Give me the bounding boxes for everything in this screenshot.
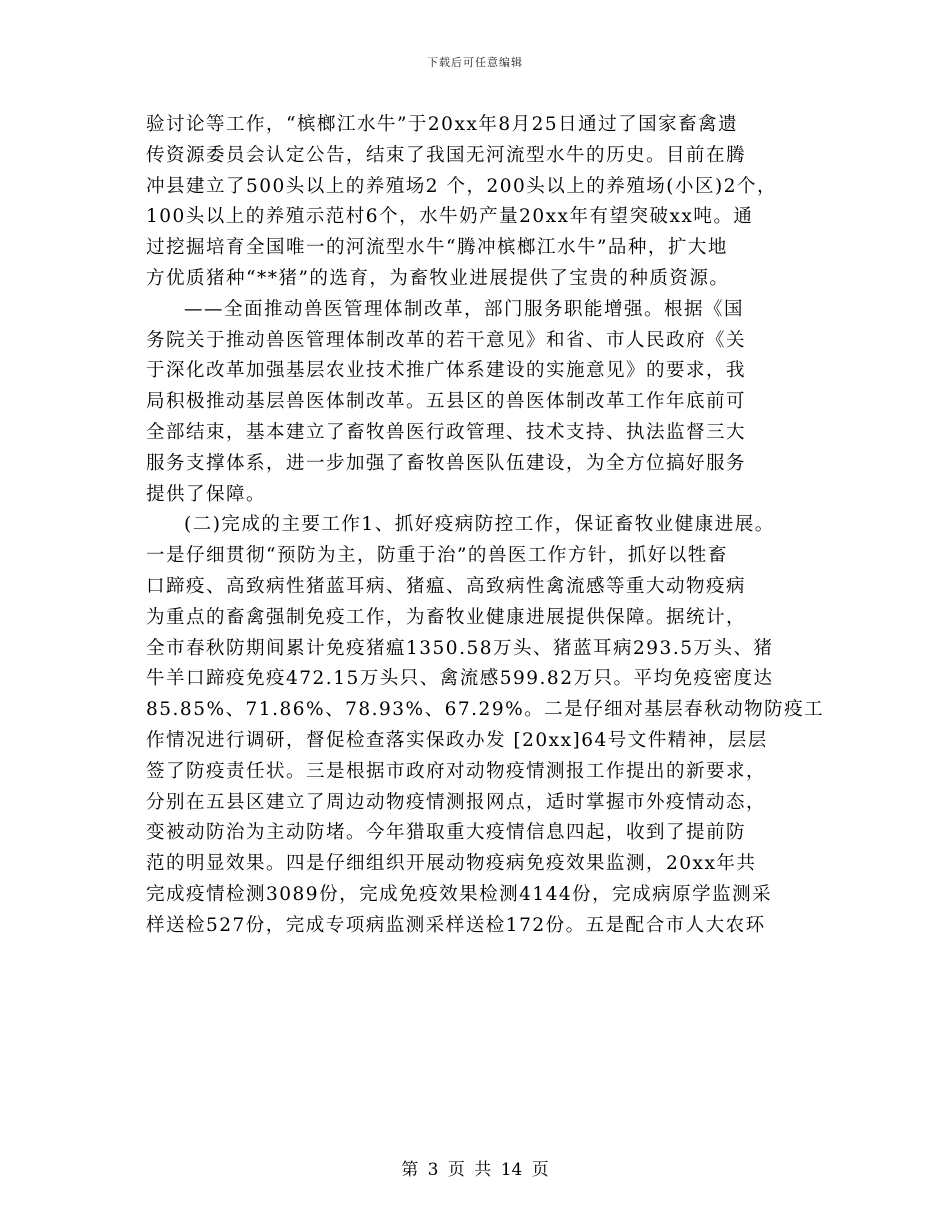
text-line: 分别在五县区建立了周边动物疫情测报网点，适时掌握市外疫情动态， [146, 791, 767, 813]
text-line: 传资源委员会认定公告，结束了我国无河流型水牛的历史。目前在腾 [146, 144, 747, 166]
body-text [146, 110, 846, 942]
text-line: 提供了保障。 [146, 483, 267, 505]
text-line: 口蹄疫、高致病性猪蓝耳病、猪瘟、高致病性禽流感等重大动物疫病 [146, 575, 747, 597]
page-header: 下载后可任意编辑 [427, 56, 523, 69]
text-line: 冲县建立了500头以上的养殖场2 个，200头以上的养殖场(小区)2个， [146, 175, 777, 197]
text-line: 完成疫情检测3089份，完成免疫效果检测4144份，完成病原学监测采 [146, 883, 773, 905]
text-line: 85.85%、71.86%、78.93%、67.29%。二是仔细对基层春秋动物防疫工 [146, 699, 825, 721]
text-line: 务院关于推动兽医管理体制改革的若干意见》和省、市人民政府《关 [146, 329, 747, 351]
text-line: 作情况进行调研，督促检查落实保政办发 [20xx]64号文件精神，层层 [146, 729, 768, 751]
paragraph-start-line: (二)完成的主要工作1、抓好疫病防控工作，保证畜牧业健康进展。 [184, 514, 775, 536]
text-line: 牛羊口蹄疫免疫472.15万头只、禽流感599.82万只。平均免疫密度达 [146, 668, 774, 690]
text-line: 变被动防治为主动防堵。今年猎取重大疫情信息四起，收到了提前防 [146, 822, 747, 844]
text-line: 样送检527份，完成专项病监测采样送检172份。五是配合市人大农环 [146, 914, 766, 936]
text-line: 过挖掘培育全国唯一的河流型水牛“腾冲槟榔江水牛”品种，扩大地 [146, 237, 728, 259]
text-line: 全部结束，基本建立了畜牧兽医行政管理、技术支持、执法监督三大 [146, 421, 747, 443]
text-line: 全市春秋防期间累计免疫猪瘟1350.58万头、猪蓝耳病293.5万头、猪 [146, 637, 774, 659]
text-line: 100头以上的养殖示范村6个，水牛奶产量20xx年有望突破xx吨。通 [146, 206, 754, 228]
text-line: 验讨论等工作，“槟榔江水牛”于20xx年8月25日通过了国家畜禽遗 [146, 114, 739, 135]
paragraph-start-line: ——全面推动兽医管理体制改革，部门服务职能增强。根据《国 [184, 298, 745, 320]
text-line: 于深化改革加强基层农业技术推广体系建设的实施意见》的要求，我 [146, 360, 747, 382]
text-line: 为重点的畜禽强制免疫工作，为畜牧业健康进展提供保障。据统计， [146, 606, 747, 628]
text-line: 签了防疫责任状。三是根据市政府对动物疫情测报工作提出的新要求， [146, 760, 767, 782]
text-line: 服务支撑体系，进一步加强了畜牧兽医队伍建设，为全方位搞好服务 [146, 452, 747, 474]
text-line: 一是仔细贯彻“预防为主，防重于治”的兽医工作方针，抓好以牲畜 [146, 545, 728, 567]
text-line: 方优质猪种“**猪”的选育，为畜牧业进展提供了宝贵的种质资源。 [146, 267, 730, 289]
text-line: 局积极推动基层兽医体制改革。五县区的兽医体制改革工作年底前可 [146, 391, 747, 413]
text-line: 范的明显效果。四是仔细组织开展动物疫病免疫效果监测，20xx年共 [146, 853, 757, 875]
page-footer: 第 3 页 共 14 页 [401, 1160, 549, 1180]
